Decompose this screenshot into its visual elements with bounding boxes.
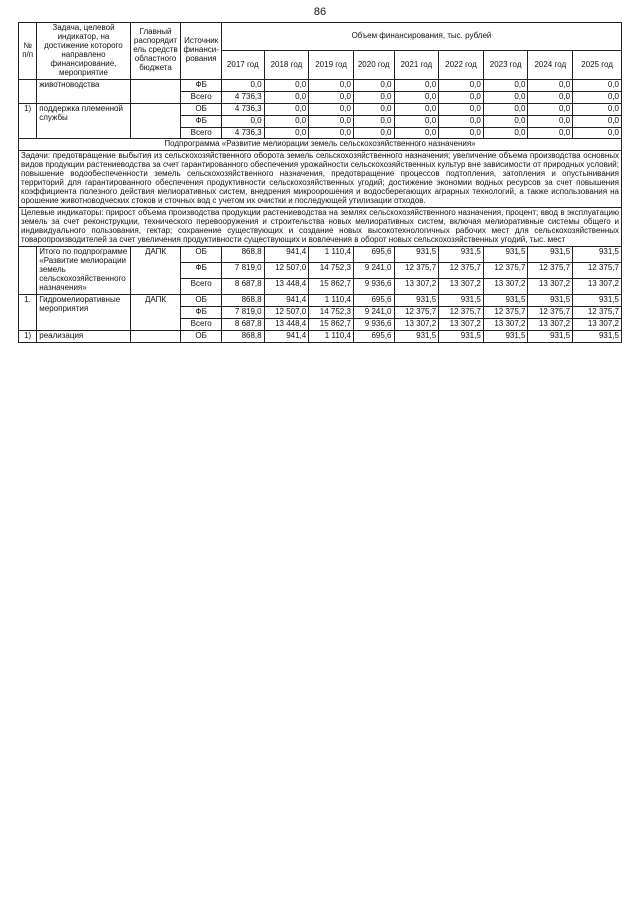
row-value: 15 862,7 [309,318,354,330]
row-value: 931,5 [573,330,622,342]
row-value: 1 110,4 [309,330,354,342]
row-source: ОБ [181,330,222,342]
funding-table [18,22,622,343]
row-value: 0,0 [528,127,573,139]
row-value: 0,0 [394,115,439,127]
row-value: 0,0 [353,103,394,115]
row-value: 0,0 [439,91,484,103]
funding-table-wrapper [18,22,622,343]
row-task: животноводства [37,79,130,103]
row-value: 0,0 [439,115,484,127]
table-row [19,103,622,115]
row-value: 13 307,2 [394,318,439,330]
row-number [19,79,37,103]
row-value: 1 110,4 [309,294,354,306]
row-value: 0,0 [264,127,309,139]
row-source: ФБ [181,79,222,91]
row-value: 12 507,0 [264,262,309,278]
row-value: 4 736,3 [221,127,264,139]
row-value: 0,0 [221,115,264,127]
subprogram-title: Подпрограмма «Развитие мелиорации земель сельскохозяйственного назначения» [19,139,622,151]
header-task: Задача, целевой индикатор, на достижение которого направлено финансирование, мероприятие [37,23,130,80]
row-value: 12 375,7 [394,262,439,278]
header-year: 2017 год [221,51,264,79]
row-value: 0,0 [309,79,354,91]
row-value: 931,5 [483,246,528,262]
header-year: 2025 год [573,51,622,79]
header-source: Источник финанси-рования [181,23,222,80]
header-year: 2019 год [309,51,354,79]
row-manager: ДАПК [130,294,181,330]
row-value: 9 936,6 [353,278,394,294]
header-manager: Главный распорядитель средств областного бюджета [130,23,181,80]
row-value: 0,0 [483,91,528,103]
row-value: 12 375,7 [573,306,622,318]
row-value: 0,0 [528,91,573,103]
row-value: 931,5 [573,294,622,306]
row-value: 931,5 [439,294,484,306]
row-value: 12 375,7 [528,306,573,318]
row-value: 868,8 [221,246,264,262]
row-value: 0,0 [221,79,264,91]
row-value: 0,0 [264,103,309,115]
table-row [19,330,622,342]
row-value: 13 307,2 [528,318,573,330]
row-value: 931,5 [573,246,622,262]
row-value: 12 507,0 [264,306,309,318]
row-value: 0,0 [353,79,394,91]
row-value: 13 448,4 [264,318,309,330]
row-value: 8 687,8 [221,278,264,294]
row-source: Всего [181,127,222,139]
row-value: 868,8 [221,294,264,306]
row-source: Всего [181,278,222,294]
row-value: 931,5 [439,330,484,342]
row-value: 4 736,3 [221,91,264,103]
row-value: 7 819,0 [221,306,264,318]
row-value: 12 375,7 [528,262,573,278]
row-value: 0,0 [264,115,309,127]
row-value: 0,0 [573,103,622,115]
row-value: 0,0 [483,127,528,139]
row-value: 4 736,3 [221,103,264,115]
row-task: реализация [37,330,130,342]
row-value: 12 375,7 [573,262,622,278]
row-value: 13 307,2 [573,318,622,330]
row-value: 931,5 [439,246,484,262]
row-value: 15 862,7 [309,278,354,294]
row-value: 13 307,2 [528,278,573,294]
row-value: 931,5 [483,294,528,306]
row-value: 12 375,7 [483,306,528,318]
header-year: 2020 год [353,51,394,79]
row-value: 931,5 [394,330,439,342]
row-value: 0,0 [394,127,439,139]
row-manager [130,103,181,139]
table-row [19,246,622,262]
row-value: 931,5 [394,294,439,306]
row-value: 0,0 [528,79,573,91]
row-source: ФБ [181,262,222,278]
row-value: 0,0 [573,127,622,139]
row-value: 0,0 [573,115,622,127]
row-value: 0,0 [483,115,528,127]
row-value: 14 752,3 [309,262,354,278]
subprogram-tasks: Задачи: предотвращение выбытия из сельскохозяйственного оборота земель сельскохозяйственного назначения; увеличение объема производства основных видов продукции растениеводства за счет гарантированного обеспечения урожайности сельскохозяйственных культур вне зависимости от природных условий; повышение водообеспеченности земель сельскохозяйственного назначения, предотвращение процессов подтопления, затопления и опустынивания территорий для гарантированного обеспечения продуктивности сельскохозяйственных угодий; достижение экономии водных ресурсов за счет повышения коэффициента полезного действия мелиоративных систем, внедрения микроорошения и водосберегающих аграрных технологий, а также использования на орошение животноводческих стоков и сточных вод с учетом их очистки и последующей утилизации отходов. [19,151,622,208]
row-value: 0,0 [353,115,394,127]
header-year: 2023 год [483,51,528,79]
row-value: 0,0 [573,91,622,103]
row-value: 13 307,2 [483,278,528,294]
row-value: 14 752,3 [309,306,354,318]
row-value: 0,0 [309,115,354,127]
row-value: 931,5 [528,246,573,262]
row-value: 0,0 [353,91,394,103]
row-value: 0,0 [439,127,484,139]
subprogram-title-row [19,139,622,151]
row-value: 695,6 [353,246,394,262]
row-value: 931,5 [394,246,439,262]
header-year: 2018 год [264,51,309,79]
row-source: ФБ [181,115,222,127]
row-value: 13 307,2 [439,318,484,330]
row-value: 0,0 [439,79,484,91]
row-value: 0,0 [394,79,439,91]
row-value: 941,4 [264,330,309,342]
row-value: 13 448,4 [264,278,309,294]
table-row [19,294,622,306]
row-value: 9 936,6 [353,318,394,330]
row-value: 8 687,8 [221,318,264,330]
row-value: 0,0 [483,79,528,91]
row-value: 12 375,7 [483,262,528,278]
row-source: ОБ [181,246,222,262]
row-value: 931,5 [528,294,573,306]
row-number: 1. [19,294,37,330]
row-manager [130,330,181,342]
row-value: 0,0 [483,103,528,115]
row-task: поддержка племенной службы [37,103,130,139]
subprogram-indicators: Целевые индикаторы: прирост объема производства продукции растениеводства на землях сельскохозяйственного назначения, процент; ввод в эксплуатацию земель за счет реконструкции, технического перевооружения и строительства новых мелиоративных систем, включая мелиоративные системы общего и индивидуального пользования, гектар; сохранение существующих и создание новых высокотехнологичных рабочих мест для сельскохозяйственных товаропроизводителей за счет увеличения продуктивности существующих и вовлечения в оборот новых сельскохозяйственных угодий, тыс. мест [19,208,622,247]
row-number: 1) [19,330,37,342]
row-value: 13 307,2 [439,278,484,294]
row-value: 695,6 [353,294,394,306]
row-task: Итого по подпрограмме «Развитие мелиорации земель сельскохозяйственного назначения» [37,246,130,294]
header-year: 2024 год [528,51,573,79]
row-value: 0,0 [309,91,354,103]
row-number [19,246,37,294]
header-no: № п/п [19,23,37,80]
row-manager [130,79,181,103]
row-value: 1 110,4 [309,246,354,262]
subprogram-tasks-row [19,151,622,208]
row-value: 12 375,7 [439,262,484,278]
row-value: 0,0 [309,103,354,115]
header-funding-title: Объем финансирования, тыс. рублей [221,23,621,51]
row-value: 13 307,2 [483,318,528,330]
header-year: 2022 год [439,51,484,79]
row-value: 9 241,0 [353,262,394,278]
table-row [19,79,622,91]
table-body [19,79,622,342]
row-task: Гидромелиоративные мероприятия [37,294,130,330]
row-value: 0,0 [264,79,309,91]
row-manager: ДАПК [130,246,181,294]
page-number: 86 [313,6,327,18]
row-value: 12 375,7 [439,306,484,318]
row-source: ОБ [181,294,222,306]
row-value: 0,0 [309,127,354,139]
header-year: 2021 год [394,51,439,79]
header-row-1 [19,23,622,51]
subprogram-indicators-row [19,208,622,247]
row-value: 13 307,2 [573,278,622,294]
row-value: 0,0 [353,127,394,139]
row-value: 0,0 [528,103,573,115]
row-value: 931,5 [528,330,573,342]
row-value: 941,4 [264,246,309,262]
row-source: ФБ [181,306,222,318]
row-value: 0,0 [439,103,484,115]
row-value: 7 819,0 [221,262,264,278]
row-value: 0,0 [264,91,309,103]
row-source: ОБ [181,103,222,115]
row-value: 13 307,2 [394,278,439,294]
row-number: 1) [19,103,37,139]
row-value: 941,4 [264,294,309,306]
row-value: 868,8 [221,330,264,342]
row-value: 12 375,7 [394,306,439,318]
row-value: 0,0 [573,79,622,91]
row-value: 0,0 [394,103,439,115]
row-source: Всего [181,91,222,103]
row-value: 695,6 [353,330,394,342]
row-value: 931,5 [483,330,528,342]
row-source: Всего [181,318,222,330]
row-value: 0,0 [394,91,439,103]
row-value: 9 241,0 [353,306,394,318]
row-value: 0,0 [528,115,573,127]
